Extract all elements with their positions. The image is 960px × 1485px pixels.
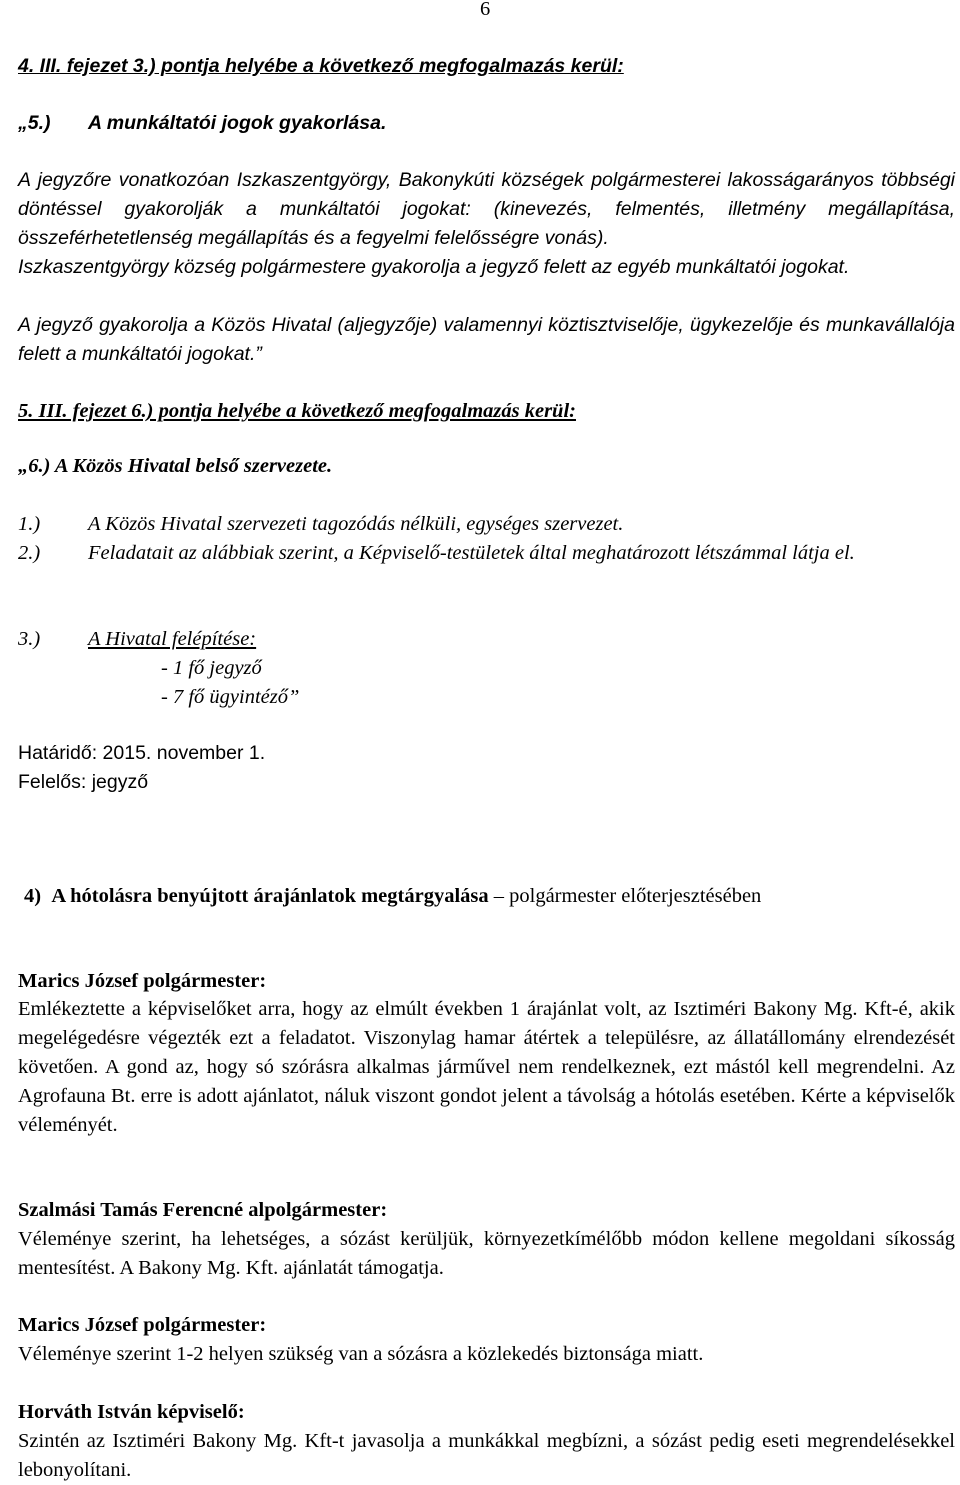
agenda-item-title: A hótolásra benyújtott árajánlatok megtárgyalása [51, 885, 489, 907]
amendment-1-paragraph-3: A jegyző gyakorolja a Közös Hivatal (aljegyzője) valamennyi köztisztviselője, ügykezelője és munkavállalója felett a munkáltatói jogokat.” [18, 314, 955, 365]
amendment-1-paragraph-2: Iszkaszentgyörgy község polgármestere gyakorolja a jegyző felett az egyéb munkáltatói jogokat. [18, 256, 850, 278]
speaker-name: Marics József polgármester: [18, 1314, 267, 1336]
staff-line-clerk: - 1 fő jegyző [161, 657, 262, 679]
agenda-item-dash: – [493, 885, 505, 907]
list-item-number: 1.) [18, 513, 41, 535]
amendment-1-subsection-number: „5.) [18, 112, 51, 134]
list-item-number: 3.) [18, 628, 41, 650]
speech-text: Szintén az Isztiméri Bakony Mg. Kft-t javasolja a munkákkal megbízni, a sózást pedig eseti megrendelésekkel lebonyolítani. [18, 1430, 955, 1481]
speech-text: Véleménye szerint 1-2 helyen szükség van a sózásra a közlekedés biztonsága miatt. [18, 1343, 704, 1365]
list-item-text: A Közös Hivatal szervezeti tagozódás nélküli, egységes szervezet. [88, 513, 624, 535]
amendment-1-paragraph-1: A jegyzőre vonatkozóan Iszkaszentgyörgy, Bakonykúti községek polgármesterei lakosságarányos többségi döntéssel gyakorolják a munkáltatói jogokat: (kinevezés, felmentés, illetmény megállapítása, összeférhetetlenség megállapítás és a fegyelmi felelősségre vonás). [18, 169, 955, 249]
speaker-name: Horváth István képviselő: [18, 1401, 245, 1423]
amendment-2-heading: 5. III. fejezet 6.) pontja helyébe a következő megfogalmazás kerül: [18, 400, 576, 422]
amendment-2-subsection-title: „6.) A Közös Hivatal belső szervezete. [18, 455, 333, 477]
page-number: 6 [480, 0, 491, 20]
speech-text: Véleménye szerint, ha lehetséges, a sózást kerüljük, környezetkímélőbb módon kellene megoldani síkosság mentesítést. A Bakony Mg. Kft. ajánlatát támogatja. [18, 1228, 955, 1279]
list-item-text: Feladatait az alábbiak szerint, a Képviselő-testületek által meghatározott létszámmal látja el. [88, 542, 855, 564]
speaker-name: Szalmási Tamás Ferencné alpolgármester: [18, 1199, 388, 1221]
speech-text: Emlékeztette a képviselőket arra, hogy az elmúlt években 1 árajánlat volt, az Isztiméri Bakony Mg. Kft-é, akik megelégedésre végezték ezt a feladatot. Viszonylag hamar átértek a településre, az állatállomány elrendezését követően. A gond az, hogy só szórásra alkalmas járművel nem rendelkeznek, ezt mástól kell megrendelni. Az Agrofauna Bt. erre is adott ajánlatot, náluk viszont gondot jelent a távolság a hótolás esetében. Kérte a képviselők véleményét. [18, 998, 955, 1136]
list-item-text: A Hivatal felépítése: [88, 628, 257, 650]
agenda-item-presenter: polgármester előterjesztésében [509, 885, 762, 907]
staff-line-administrators: - 7 fő ügyintéző” [161, 686, 300, 708]
amendment-1-heading: 4. III. fejezet 3.) pontja helyébe a következő megfogalmazás kerül: [18, 55, 624, 77]
responsible: Felelős: jegyző [18, 771, 149, 793]
speaker-name: Marics József polgármester: [18, 970, 267, 992]
amendment-1-subsection-title: A munkáltatói jogok gyakorlása. [88, 112, 387, 134]
agenda-item-number: 4) [24, 885, 42, 907]
agenda-item-heading [24, 882, 761, 911]
list-item-number: 2.) [18, 542, 41, 564]
deadline: Határidő: 2015. november 1. [18, 742, 266, 764]
